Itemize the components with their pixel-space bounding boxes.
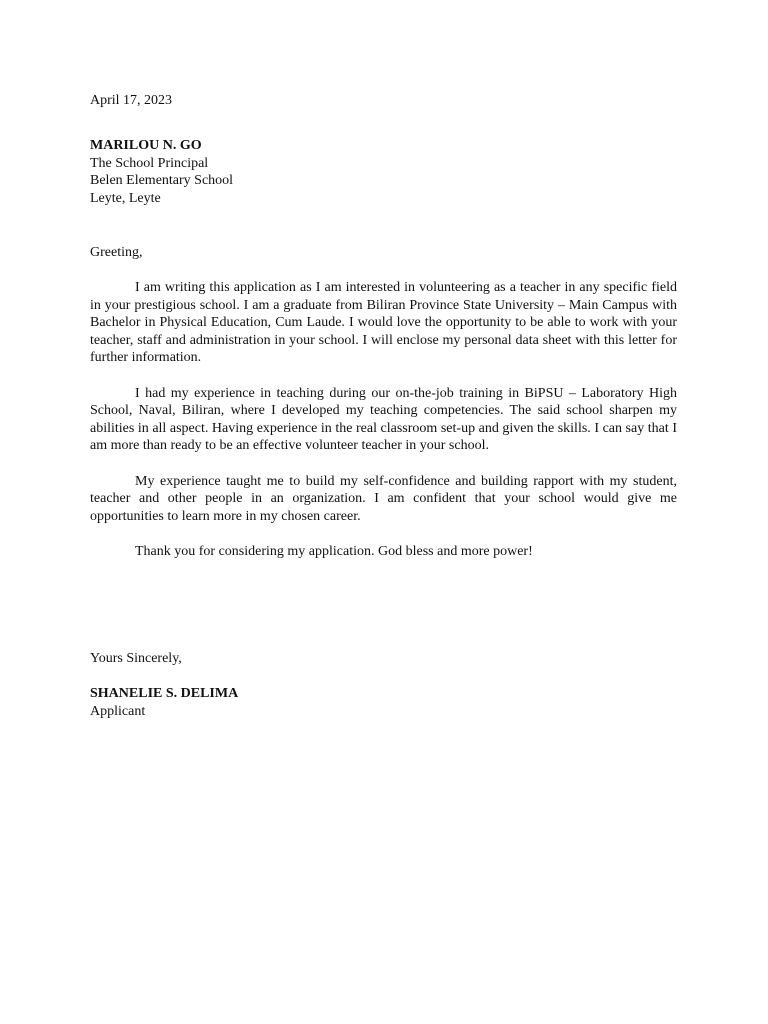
closing: Yours Sincerely, (90, 651, 182, 666)
letter-body (90, 279, 677, 578)
greeting: Greeting, (90, 245, 143, 260)
recipient-block (90, 137, 233, 207)
recipient-title: The School Principal (90, 155, 209, 171)
signature-role: Applicant (90, 703, 146, 719)
letter-date: April 17, 2023 (90, 93, 173, 108)
recipient-school: Belen Elementary School (90, 173, 234, 189)
body-paragraph: I had my experience in teaching during our on-the-job training in BiPSU – Laboratory High School, Naval, Biliran, where I developed my teaching competencies. The said school sharpen my abilities in all aspect. Having experience in the real classroom set-up and given the skills. I can say that I am more than ready to be an effective volunteer teacher in your school. (90, 385, 677, 454)
body-paragraph: I am writing this application as I am interested in volunteering as a teacher in any specific field in your prestigious school. I am a graduate from Biliran Province State University – Main Campus with Bachelor in Physical Education, Cum Laude. I would love the opportunity to be able to work with your teacher, staff and administration in your school. I will enclose my personal data sheet with this letter for further information. (90, 280, 677, 366)
signature-name: SHANELIE S. DELIMA (90, 686, 239, 701)
recipient-location: Leyte, Leyte (90, 190, 161, 206)
signature-block (90, 685, 238, 720)
recipient-name: MARILOU N. GO (90, 138, 202, 153)
body-paragraph: My experience taught me to build my self-confidence and building rapport with my student, teacher and other people in an organization. I am confident that your school would give me opportunities to learn more in my chosen career. (90, 473, 677, 524)
body-paragraph: Thank you for considering my application. God bless and more power! (135, 543, 533, 559)
